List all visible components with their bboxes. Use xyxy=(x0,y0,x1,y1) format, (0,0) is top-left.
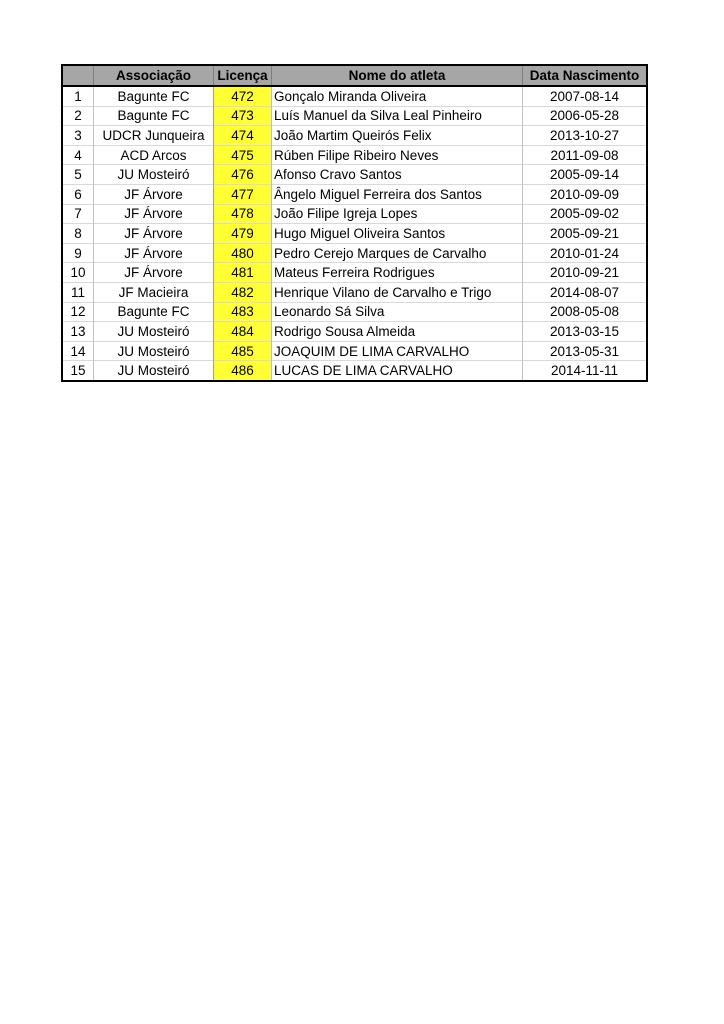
cell-association: JF Árvore xyxy=(94,224,214,244)
cell-association: JU Mosteiró xyxy=(94,165,214,185)
cell-birth-date: 2008-05-08 xyxy=(523,302,648,322)
table-row xyxy=(62,243,647,263)
table-row xyxy=(62,204,647,224)
cell-license: 481 xyxy=(214,263,272,283)
cell-association: ACD Arcos xyxy=(94,145,214,165)
cell-association: JF Macieira xyxy=(94,282,214,302)
cell-birth-date: 2005-09-14 xyxy=(523,165,648,185)
cell-license: 484 xyxy=(214,322,272,342)
cell-license: 474 xyxy=(214,126,272,146)
table-body xyxy=(62,86,647,381)
cell-association: JF Árvore xyxy=(94,243,214,263)
table-row xyxy=(62,106,647,126)
cell-license: 475 xyxy=(214,145,272,165)
cell-license: 486 xyxy=(214,361,272,381)
table-row xyxy=(62,184,647,204)
cell-athlete-name: LUCAS DE LIMA CARVALHO xyxy=(272,361,523,381)
table-row xyxy=(62,145,647,165)
cell-birth-date: 2010-01-24 xyxy=(523,243,648,263)
cell-birth-date: 2014-08-07 xyxy=(523,282,648,302)
cell-number: 14 xyxy=(62,341,94,361)
cell-birth-date: 2007-08-14 xyxy=(523,86,648,106)
cell-license: 478 xyxy=(214,204,272,224)
table-row xyxy=(62,282,647,302)
athlete-license-table xyxy=(61,64,648,382)
cell-license: 477 xyxy=(214,184,272,204)
header-athlete-name: Nome do atleta xyxy=(272,65,523,86)
table-row xyxy=(62,302,647,322)
cell-number: 12 xyxy=(62,302,94,322)
cell-license: 483 xyxy=(214,302,272,322)
cell-athlete-name: João Filipe Igreja Lopes xyxy=(272,204,523,224)
cell-athlete-name: Leonardo Sá Silva xyxy=(272,302,523,322)
cell-birth-date: 2010-09-09 xyxy=(523,184,648,204)
table-row xyxy=(62,126,647,146)
table-row xyxy=(62,165,647,185)
header-license: Licença xyxy=(214,65,272,86)
cell-association: Bagunte FC xyxy=(94,302,214,322)
cell-birth-date: 2011-09-08 xyxy=(523,145,648,165)
table-row xyxy=(62,322,647,342)
cell-license: 485 xyxy=(214,341,272,361)
cell-number: 11 xyxy=(62,282,94,302)
table-row xyxy=(62,361,647,381)
cell-association: JU Mosteiró xyxy=(94,361,214,381)
cell-license: 482 xyxy=(214,282,272,302)
cell-athlete-name: Afonso Cravo Santos xyxy=(272,165,523,185)
cell-athlete-name: Luís Manuel da Silva Leal Pinheiro xyxy=(272,106,523,126)
cell-birth-date: 2013-03-15 xyxy=(523,322,648,342)
cell-association: JF Árvore xyxy=(94,263,214,283)
cell-number: 7 xyxy=(62,204,94,224)
header-association: Associação xyxy=(94,65,214,86)
cell-birth-date: 2006-05-28 xyxy=(523,106,648,126)
cell-athlete-name: Rúben Filipe Ribeiro Neves xyxy=(272,145,523,165)
cell-association: JU Mosteiró xyxy=(94,341,214,361)
cell-athlete-name: Mateus Ferreira Rodrigues xyxy=(272,263,523,283)
cell-athlete-name: JOAQUIM DE LIMA CARVALHO xyxy=(272,341,523,361)
cell-number: 4 xyxy=(62,145,94,165)
header-birth-date: Data Nascimento xyxy=(523,65,648,86)
cell-association: JF Árvore xyxy=(94,204,214,224)
cell-association: JU Mosteiró xyxy=(94,322,214,342)
cell-athlete-name: João Martim Queirós Felix xyxy=(272,126,523,146)
cell-birth-date: 2005-09-02 xyxy=(523,204,648,224)
cell-number: 13 xyxy=(62,322,94,342)
cell-athlete-name: Gonçalo Miranda Oliveira xyxy=(272,86,523,106)
cell-license: 479 xyxy=(214,224,272,244)
cell-association: UDCR Junqueira xyxy=(94,126,214,146)
table-row xyxy=(62,341,647,361)
cell-association: Bagunte FC xyxy=(94,106,214,126)
cell-number: 3 xyxy=(62,126,94,146)
cell-birth-date: 2013-05-31 xyxy=(523,341,648,361)
table-row xyxy=(62,224,647,244)
cell-number: 1 xyxy=(74,88,82,104)
cell-athlete-name: Pedro Cerejo Marques de Carvalho xyxy=(272,243,523,263)
cell-number: 5 xyxy=(62,165,94,185)
cell-number: 6 xyxy=(62,184,94,204)
table-row xyxy=(62,86,647,106)
cell-athlete-name: Rodrigo Sousa Almeida xyxy=(272,322,523,342)
cell-athlete-name: Hugo Miguel Oliveira Santos xyxy=(272,224,523,244)
header-number xyxy=(62,65,94,86)
cell-association: JF Árvore xyxy=(94,184,214,204)
cell-license: 476 xyxy=(214,165,272,185)
table-header-row xyxy=(62,65,647,86)
cell-birth-date: 2010-09-21 xyxy=(523,263,648,283)
cell-birth-date: 2014-11-11 xyxy=(523,361,648,381)
cell-birth-date: 2013-10-27 xyxy=(523,126,648,146)
cell-birth-date: 2005-09-21 xyxy=(523,224,648,244)
cell-athlete-name: Henrique Vilano de Carvalho e Trigo xyxy=(272,282,523,302)
cell-license: 472 xyxy=(214,86,272,106)
cell-association: Bagunte FC xyxy=(94,86,214,106)
cell-license: 480 xyxy=(214,243,272,263)
cell-athlete-name: Ângelo Miguel Ferreira dos Santos xyxy=(272,184,523,204)
cell-number: 2 xyxy=(62,106,94,126)
cell-number: 10 xyxy=(62,263,94,283)
cell-number: 8 xyxy=(62,224,94,244)
table-row xyxy=(62,263,647,283)
cell-number: 9 xyxy=(62,243,94,263)
cell-license: 473 xyxy=(214,106,272,126)
cell-number: 15 xyxy=(62,361,94,381)
